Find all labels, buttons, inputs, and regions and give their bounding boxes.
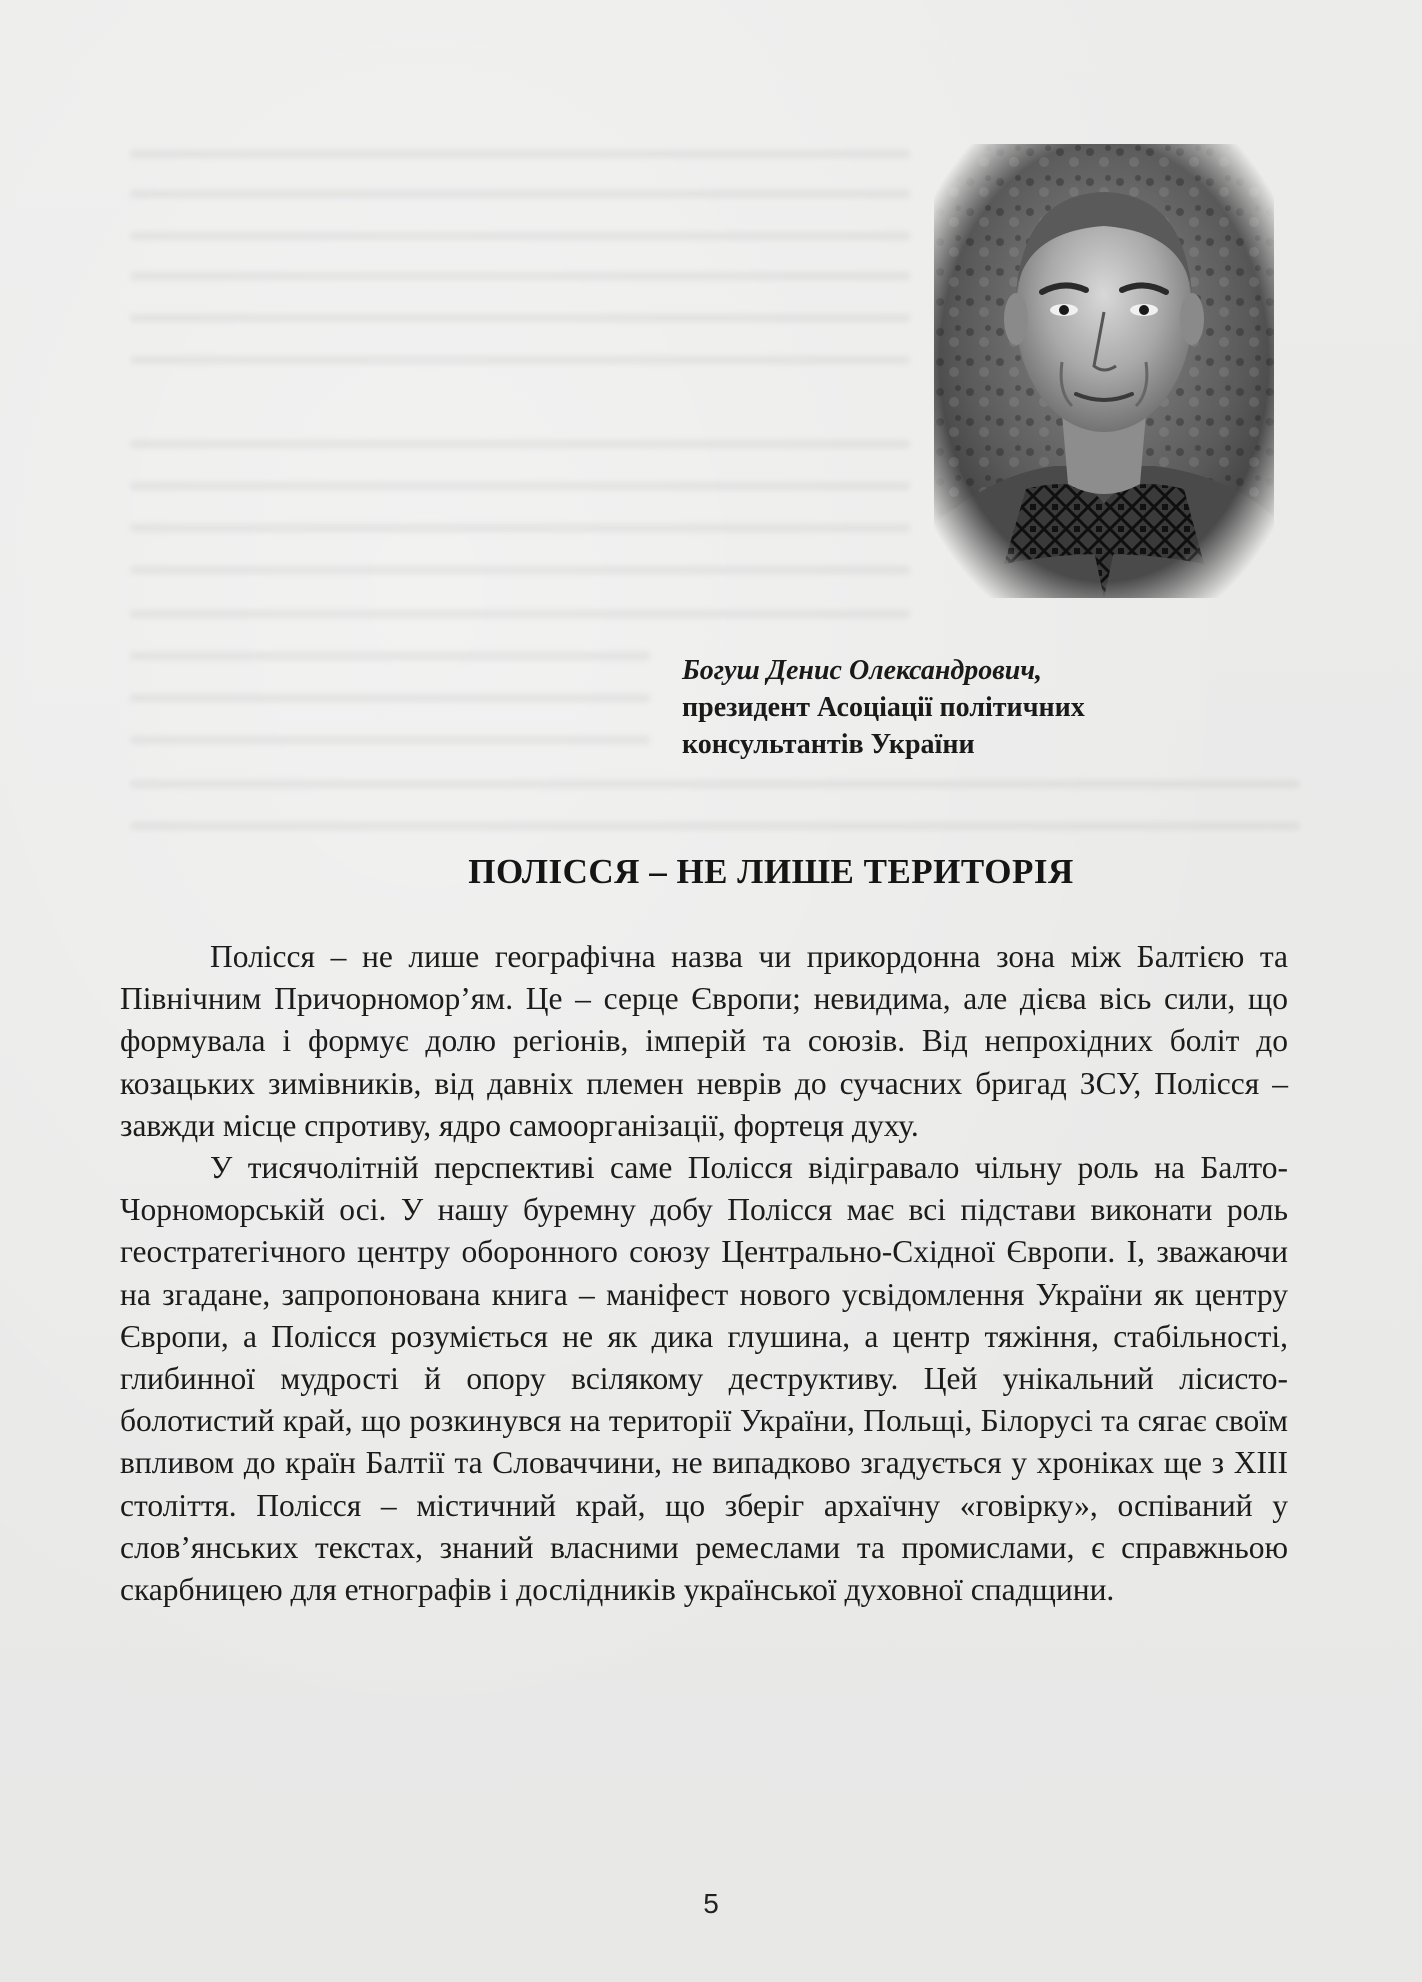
bleed-through-line xyxy=(130,190,910,198)
author-name: Богуш Денис Олександрович, xyxy=(682,655,1043,686)
author-role-line-1: президент Асоціації політичних xyxy=(682,692,1085,723)
bleed-through-line xyxy=(130,482,910,490)
bleed-through-line xyxy=(130,356,910,364)
paragraph: Полісся – не лише географічна назва чи прикордонна зона між Балтією та Північним Причорномор’ям. Це – серце Європи; невидима, але дієва вісь сили, що формувала і формує долю регіонів, імперій та союзів. Від непрохідних боліт до козацьких зимівників, від давніх племен неврів до сучасних бригад ЗСУ, Полісся – завжди місце спротиву, ядро самоорганізації, фортеця духу. xyxy=(120,939,1288,1143)
bleed-through-line xyxy=(130,150,910,158)
bleed-through-line xyxy=(130,610,910,618)
chapter-title: ПОЛІССЯ – НЕ ЛИШЕ ТЕРИТОРІЯ xyxy=(468,852,1074,891)
bleed-through-line xyxy=(130,566,910,574)
author-role-line-2: консультантів України xyxy=(682,729,975,760)
bleed-through-line xyxy=(130,524,910,532)
bleed-through-line xyxy=(130,780,1300,788)
bleed-through-line xyxy=(130,272,910,280)
bleed-through-line xyxy=(130,652,650,660)
bleed-through-line xyxy=(130,232,910,240)
paragraph: У тисячолітній перспективі саме Полісся відігравало чільну роль на Балто-Чорноморській осі. У нашу буремну добу Полісся має всі підстави виконати роль геостратегічного центру оборонного союзу Центрально-Східної Європи. І, зважаючи на згадане, запропонована книга – маніфест нового усвідомлення України як центру Європи, а Полісся розуміється не як дика глушина, а центр тяжіння, стабільності, глибинної мудрості й опору всілякому деструктиву. Цей унікальний лісисто-болотистий край, що розкинувся на території України, Польщі, Білорусі та сягає своїм впливом до країн Балтії та Словаччини, не випадково згадується у хроніках ще з XIII століття. Полісся – містичний край, що зберіг архаїчну «говірку», оспіваний у слов’янських текстах, знаний власними ремеслами та промислами, є справжньою скарбницею для етнографів і дослідників української духовної спадщини. xyxy=(120,1150,1288,1608)
bleed-through-line xyxy=(130,314,910,322)
body-text xyxy=(120,936,1288,1611)
portrait-photo xyxy=(934,144,1274,598)
bleed-through-line xyxy=(130,736,650,744)
portrait-caption xyxy=(682,652,1322,763)
author-portrait xyxy=(934,144,1274,598)
bleed-through-line xyxy=(130,440,910,448)
bleed-through-line xyxy=(130,694,650,702)
page-number: 5 xyxy=(703,1888,719,1919)
bleed-through-line xyxy=(130,822,1300,830)
